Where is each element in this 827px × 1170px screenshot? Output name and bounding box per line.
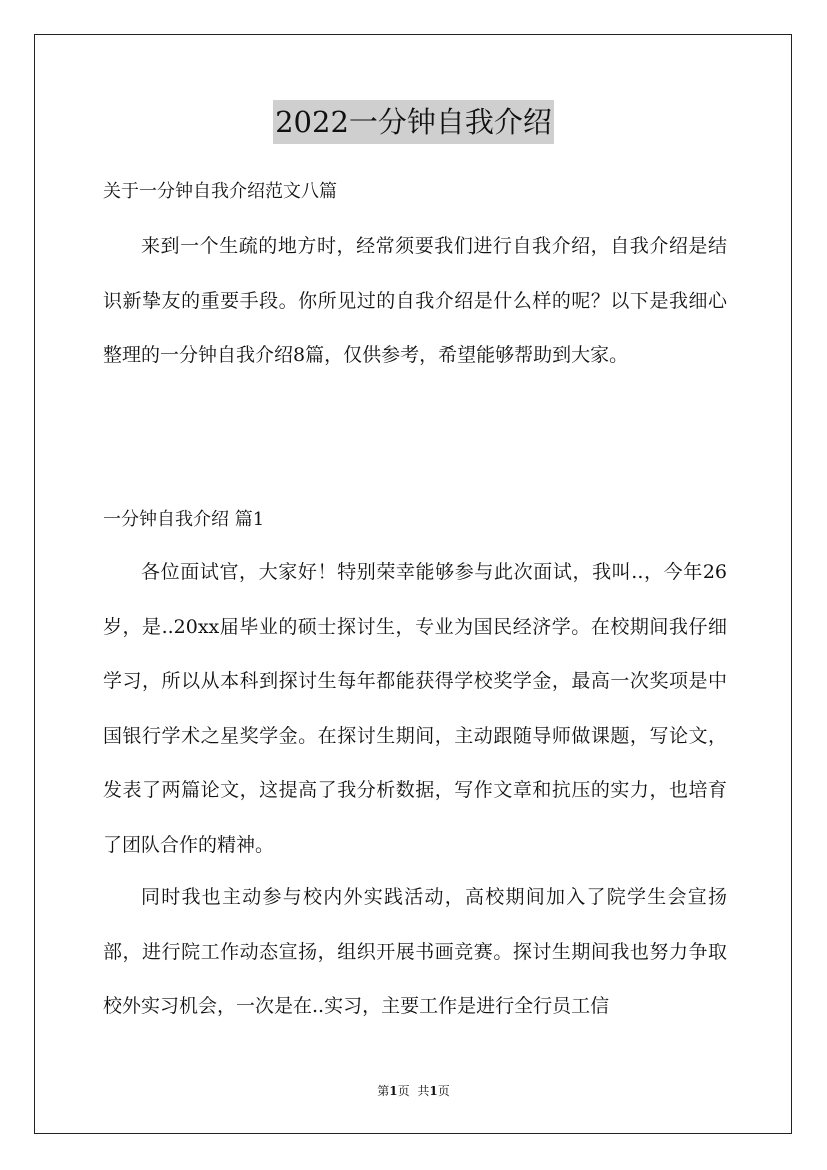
title-container [0, 100, 827, 144]
document-subtitle: 关于一分钟自我介绍范文八篇 [103, 181, 337, 202]
document-title: 2022一分钟自我介绍 [273, 100, 554, 144]
footer-total-number: 1 [429, 1084, 438, 1098]
footer-total-prefix: 共 [417, 1084, 430, 1098]
footer-page-suffix: 页 [397, 1084, 410, 1098]
footer-page-prefix: 第 [377, 1084, 390, 1098]
body-paragraph-2: 同时我也主动参与校内外实践活动，高校期间加入了院学生会宣扬部，进行院工作动态宣扬，组织开展书画竞赛。探讨生期间我也努力争取校外实习机会，一次是在..实习，主要工作是进行全行员工信 [103, 886, 727, 1017]
section-heading: 一分钟自我介绍 篇1 [103, 509, 265, 530]
intro-paragraph: 来到一个生疏的地方时，经常须要我们进行自我介绍，自我介绍是结识新挚友的重要手段。你所见过的自我介绍是什么样的呢？以下是我细心整理的一分钟自我介绍8篇，仅供参考，希望能够帮助到大家。 [103, 235, 727, 366]
footer-total-suffix: 页 [437, 1084, 450, 1098]
footer-page-number: 1 [389, 1084, 398, 1098]
page-footer [0, 1083, 827, 1099]
body-paragraph-1: 各位面试官，大家好！特别荣幸能够参与此次面试，我叫..，今年26岁，是..20xx届毕业的硕士探讨生，专业为国民经济学。在校期间我仔细学习，所以从本科到探讨生每年都能获得学校奖学金，最高一次奖项是中国银行学术之星奖学金。在探讨生期间，主动跟随导师做课题，写论文，发表了两篇论文，这提高了我分析数据，写作文章和抗压的实力，也培育了团队合作的精神。 [103, 561, 727, 856]
